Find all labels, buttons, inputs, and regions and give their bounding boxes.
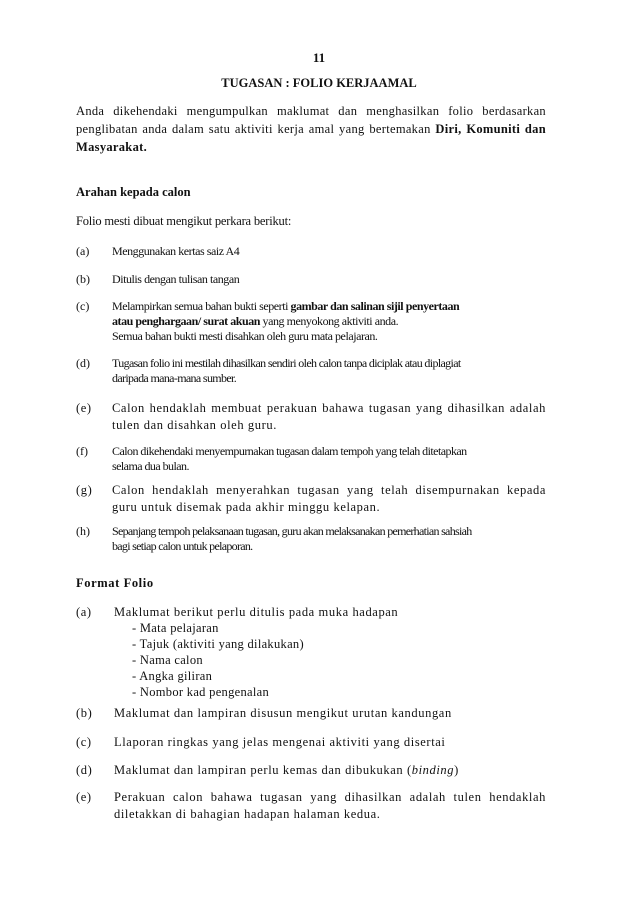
item-text: Perakuan calon bahawa tugasan yang dihasilkan adalah tulen hendaklah diletakkan di bahagian hadapan halaman kedua. (114, 790, 546, 821)
item-label: (c) (76, 735, 92, 749)
page-number: 11 (312, 50, 326, 65)
item-label: (h) (76, 524, 90, 538)
arahan-lead: Folio mesti dibuat mengikut perkara berikut: (76, 214, 292, 228)
item-text: selama dua bulan. (112, 459, 189, 473)
item-text: Maklumat berikut perlu ditulis pada muka hadapan (114, 605, 399, 619)
arahan-heading: Arahan kepada calon (76, 185, 191, 199)
item-label: (b) (76, 272, 90, 286)
sub-item: - Nombor kad pengenalan (132, 685, 270, 699)
arahan-item-b (76, 272, 546, 287)
item-text: Menggunakan kertas saiz A4 (112, 244, 240, 258)
item-text: Ditulis dengan tulisan tangan (112, 272, 240, 286)
arahan-item-e (76, 400, 546, 434)
item-label: (f) (76, 444, 88, 458)
format-item-b (76, 705, 546, 721)
arahan-item-a (76, 244, 546, 259)
item-label: (a) (76, 605, 92, 619)
arahan-item-g (76, 482, 546, 516)
item-text: Calon hendaklah menyerahkan tugasan yang telah disempurnakan kepada guru untuk disemak pada akhir minggu kelapan. (112, 483, 546, 514)
item-label: (b) (76, 706, 93, 720)
item-text: yang menyokong aktiviti anda. (260, 314, 399, 328)
item-text: Calon hendaklah membuat perakuan bahawa tugasan yang dihasilkan adalah tulen dan disahkan oleh guru. (112, 401, 546, 432)
item-text-italic: binding (411, 763, 455, 777)
intro-theme: Diri, Komuniti dan Masyarakat. (76, 122, 546, 154)
format-item-d (76, 762, 546, 778)
item-text: bagi setiap calon untuk pelaporan. (112, 539, 253, 553)
item-label: (g) (76, 483, 93, 497)
item-text: Semua bahan bukti mesti disahkan oleh guru mata pelajaran. (112, 329, 378, 343)
sub-item: - Tajuk (aktiviti yang dilakukan) (132, 637, 304, 651)
item-text-bold: gambar dan salinan sijil penyertaan (290, 299, 460, 313)
arahan-item-d (76, 356, 546, 386)
item-text: Tugasan folio ini mestilah dihasilkan sendiri oleh calon tanpa diciplak atau diplagiat (112, 356, 461, 370)
format-heading: Format Folio (76, 576, 154, 590)
sub-item: - Nama calon (132, 653, 203, 667)
item-text: Melampirkan semua bahan bukti seperti (112, 299, 291, 313)
item-label: (e) (76, 790, 92, 804)
item-label: (d) (76, 356, 90, 370)
document-title: TUGASAN : FOLIO KERJAAMAL (221, 76, 417, 90)
item-text: Sepanjang tempoh pelaksanaan tugasan, guru akan melaksanakan pemerhatian sahsiah (112, 524, 472, 538)
format-item-e (76, 789, 546, 823)
format-item-a (76, 604, 546, 700)
arahan-item-f (76, 444, 546, 474)
item-label: (d) (76, 763, 93, 777)
item-text: Maklumat dan lampiran disusun mengikut urutan kandungan (114, 706, 452, 720)
arahan-item-h (76, 524, 546, 554)
item-text: Llaporan ringkas yang jelas mengenai aktiviti yang disertai (114, 735, 446, 749)
item-label: (e) (76, 401, 92, 415)
sub-item: - Mata pelajaran (132, 621, 219, 635)
item-text: Maklumat dan lampiran perlu kemas dan dibukukan ( (114, 763, 412, 777)
item-text-bold: atau penghargaan/ surat akuan (112, 314, 260, 328)
item-text: ) (454, 763, 459, 777)
item-label: (c) (76, 299, 90, 313)
item-text: Calon dikehendaki menyempurnakan tugasan dalam tempoh yang telah ditetapkan (112, 444, 467, 458)
arahan-item-c (76, 299, 546, 344)
sub-item: - Angka giliran (132, 669, 213, 683)
item-text: daripada mana-mana sumber. (112, 371, 237, 385)
intro-text: Anda dikehendaki mengumpulkan maklumat dan menghasilkan folio berdasarkan penglibatan anda dalam satu aktiviti kerja amal yang bertemakan (76, 104, 546, 136)
format-item-c (76, 734, 546, 750)
item-label: (a) (76, 244, 90, 258)
intro-paragraph (76, 102, 546, 156)
